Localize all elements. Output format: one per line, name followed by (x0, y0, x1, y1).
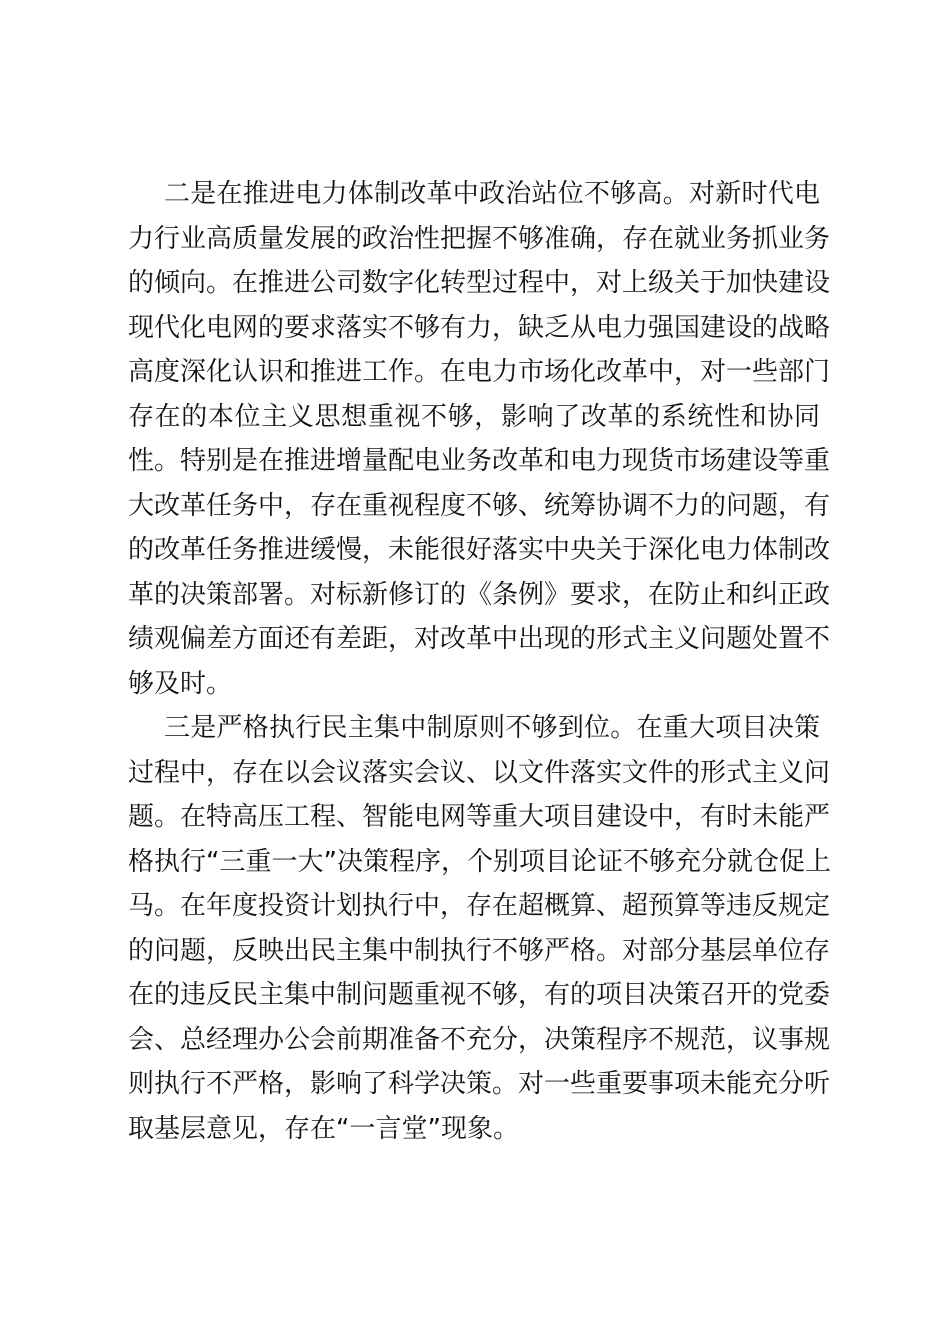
paragraph-2 (128, 172, 831, 706)
text-line: 过程中，存在以会议落实会议、以文件落实文件的形式主义问 (128, 757, 831, 788)
text-line: 三是严格执行民主集中制原则不够到位。在重大项目决策 (164, 713, 820, 743)
body-text (128, 172, 831, 1151)
text-line: 的改革任务推进缓慢，未能很好落实中央关于深化电力体制改 (128, 535, 831, 565)
text-line: 性。特别是在推进增量配电业务改革和电力现货市场建设等重 (128, 446, 831, 476)
text-line: 会、总经理办公会前期准备不充分，决策程序不规范，议事规 (128, 1024, 831, 1055)
text-line: 力行业高质量发展的政治性把握不够准确，存在就业务抓业务 (128, 223, 831, 254)
text-line: 现代化电网的要求落实不够有力，缺乏从电力强国建设的战略 (128, 312, 831, 343)
text-line: 够及时。 (128, 668, 233, 699)
text-line: 存在的本位主义思想重视不够，影响了改革的系统性和协同 (128, 401, 820, 432)
text-line: 取基层意见，存在“一言堂”现象。 (128, 1113, 519, 1144)
text-line: 大改革任务中，存在重视程度不够、统筹协调不力的问题，有 (128, 490, 831, 521)
text-line: 的问题，反映出民主集中制执行不够严格。对部分基层单位存 (128, 935, 831, 966)
text-line: 二是在推进电力体制改革中政治站位不够高。对新时代电 (164, 179, 820, 209)
text-line: 的倾向。在推进公司数字化转型过程中，对上级关于加快建设 (128, 268, 831, 298)
text-line: 格执行“三重一大”决策程序，个别项目论证不够充分就仓促上 (128, 846, 831, 877)
text-line: 高度深化认识和推进工作。在电力市场化改革中，对一些部门 (128, 357, 831, 387)
text-line: 马。在年度投资计划执行中，存在超概算、超预算等违反规定 (128, 891, 831, 921)
paragraph-3 (128, 706, 831, 1151)
text-line: 则执行不严格，影响了科学决策。对一些重要事项未能充分听 (128, 1069, 831, 1099)
text-line: 革的决策部署。对标新修订的《条例》要求，在防止和纠正政 (128, 579, 831, 610)
text-line: 绩观偏差方面还有差距，对改革中出现的形式主义问题处置不 (128, 624, 831, 654)
text-line: 在的违反民主集中制问题重视不够，有的项目决策召开的党委 (128, 980, 831, 1010)
text-line: 题。在特高压工程、智能电网等重大项目建设中，有时未能严 (128, 802, 831, 832)
